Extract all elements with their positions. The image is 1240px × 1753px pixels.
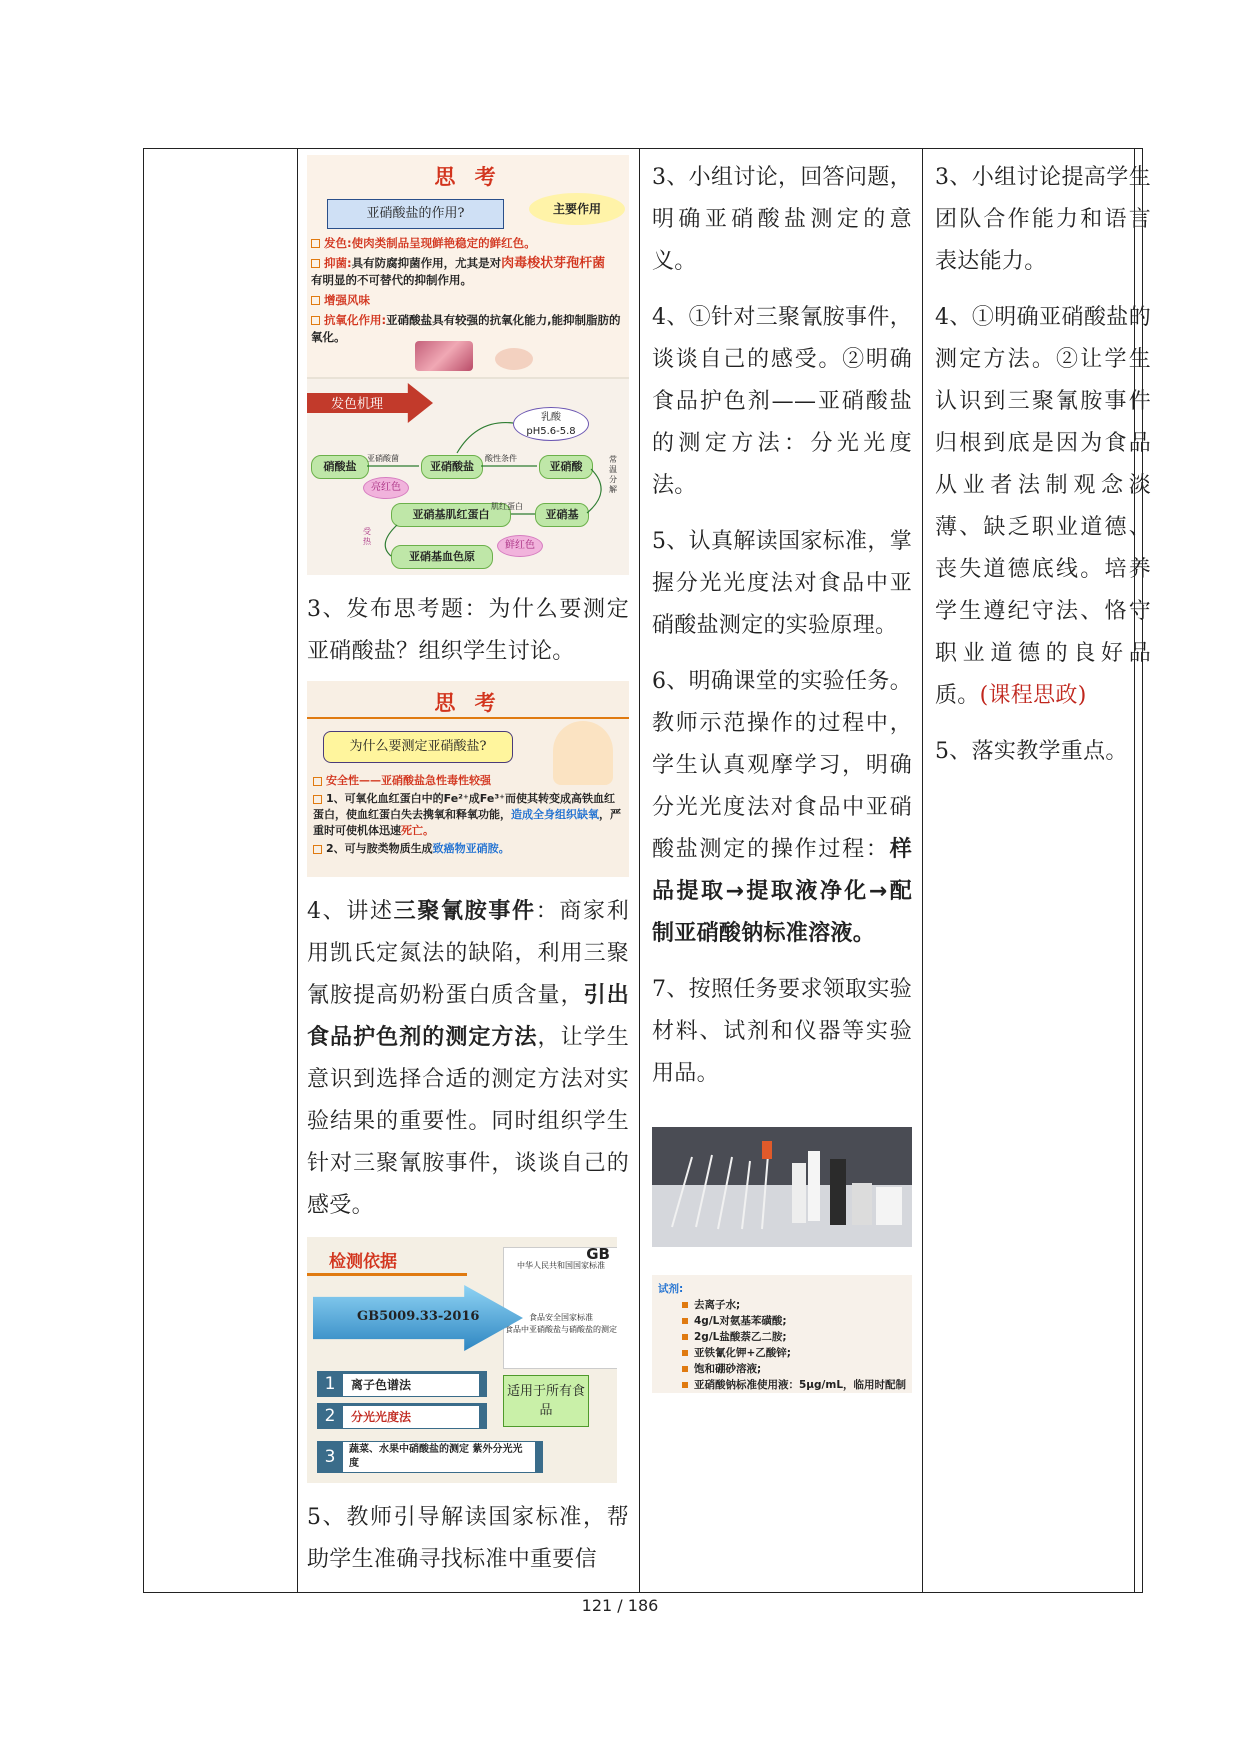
slide-title: 思 考	[434, 690, 502, 715]
node-nitroso-hemochrome: 亚硝基血色原	[391, 545, 493, 569]
meat-image	[415, 341, 473, 371]
sausage-image	[495, 348, 533, 370]
side-label: 常温分解	[609, 455, 617, 494]
lab-equipment-photo	[652, 1127, 912, 1247]
student-step-3: 3、小组讨论，回答问题，明确亚硝酸盐测定的意义。	[652, 165, 912, 274]
list-item: 饱和硼砂溶液;	[682, 1361, 908, 1377]
question-box: 为什么要测定亚硝酸盐?	[323, 731, 513, 763]
edge-label: 亚硝酸菌	[367, 454, 399, 463]
list-item: 2g/L盐酸萘乙二胺;	[682, 1329, 908, 1345]
design-intent-column	[923, 149, 1159, 1592]
student-step-4: 4、①针对三聚氰胺事件，谈谈自己的感受。②明确食品护色剂——亚硝酸盐的测定方法：分光光度法。	[652, 305, 912, 498]
standard-code: GB5009.33-2016	[357, 1309, 480, 1324]
title-rule	[307, 1273, 467, 1276]
student-activity-column	[640, 149, 922, 1592]
node-nitrite: 亚硝酸盐	[421, 455, 483, 479]
paragraph-4: 4、讲述三聚氰胺事件：商家利用凯氏定氮法的缺陷，利用三聚氰胺提高奶粉蛋白质含量，引出食品护色剂的测定方法，让学生意识到选择合适的测定方法对实验结果的重要性。同时组织学生针对三聚氰胺事件，谈谈自己的感受。	[307, 899, 629, 1218]
paragraph-3: 3、发布思考题：为什么要测定亚硝酸盐？组织学生讨论。	[307, 597, 629, 664]
edge-label: 受热	[363, 527, 371, 546]
list-item: 抗氧化作用:亚硝酸盐具有较强的抗氧化能力,能抑制脂肪的氧化。	[311, 313, 621, 344]
slide-why-measure	[307, 681, 629, 877]
node-nitroso-myoglobin: 亚硝基肌红蛋白	[391, 503, 511, 527]
applicability-note: 适用于所有食品	[503, 1375, 589, 1427]
node-nitrate: 硝酸盐	[311, 455, 369, 479]
method-row: 2 分光光度法	[317, 1403, 487, 1429]
intent-5: 5、落实教学重点。	[935, 739, 1128, 764]
list-item: 2、可与胺类物质生成致癌物亚硝胺。	[313, 841, 623, 857]
node-nitroso: 亚硝基	[535, 503, 589, 527]
student-step-7: 7、按照任务要求领取实验材料、试剂和仪器等实验用品。	[652, 977, 912, 1086]
method-row: 3 蔬菜、水果中硝酸盐的测定 紫外分光光度	[317, 1441, 543, 1473]
page-number: 121 / 186	[581, 1596, 659, 1615]
list-item: 安全性——亚硝酸盐急性毒性较强	[313, 773, 623, 789]
node-nitrous-acid: 亚硝酸	[539, 455, 593, 479]
main-role-badge: 主要作用	[529, 193, 625, 225]
mechanism-label: 发色机理	[331, 397, 384, 412]
student-step-5: 5、认真解读国家标准，掌握分光光度法对食品中亚硝酸盐测定的实验原理。	[652, 529, 912, 638]
slide-detection-basis	[307, 1237, 617, 1483]
bright-red-pill: 亮红色	[363, 477, 409, 499]
slide-title: 检测依据	[329, 1252, 397, 1272]
lactic-acid-bubble: 乳酸 pH5.6-5.8	[513, 407, 589, 441]
teacher-activity-column	[297, 149, 639, 1592]
intent-3: 3、小组讨论提高学生团队合作能力和语言表达能力。	[935, 165, 1151, 274]
list-item: 4g/L对氨基苯磺酸;	[682, 1313, 908, 1329]
slide-nitrite-function	[307, 155, 629, 379]
paragraph-5: 5、教师引导解读国家标准，帮助学生准确寻找标准中重要信	[307, 1505, 629, 1572]
fresh-red-pill: 鲜红色	[497, 535, 543, 557]
method-row: 1 离子色谱法	[317, 1371, 487, 1397]
edge-label: 酸性条件	[485, 454, 517, 463]
list-item: 去离子水;	[682, 1297, 908, 1313]
mechanism-arrows	[307, 379, 629, 575]
student-step-6: 6、明确课堂的实验任务。教师示范操作的过程中，学生认真观摩学习，明确分光光度法对食品中亚硝酸盐测定的操作过程：样品提取→提取液净化→配制亚硝酸钠标准溶液。	[652, 669, 912, 946]
list-item: 1、可氧化血红蛋白中的Fe²⁺成Fe³⁺而使其转变成高铁血红蛋白，使血红蛋白失去携氧和释氧功能，造成全身组织缺氧，严重时可使机体迅速死亡。	[313, 792, 621, 837]
list-item: 抑菌:具有防腐抑菌作用，尤其是对肉毒梭状芽孢杆菌 有明显的不可替代的抑制作用。	[311, 256, 606, 287]
edge-label: 肌红蛋白	[491, 502, 523, 511]
gb-standard-cover: GB 中华人民共和国国家标准 食品安全国家标准 食品中亚硝酸盐与硝酸盐的测定	[503, 1247, 617, 1369]
list-item: 亚铁氰化钾+乙酸锌;	[682, 1345, 908, 1361]
slide-color-mechanism	[307, 379, 629, 575]
intent-4: 4、①明确亚硝酸盐的测定方法。②让学生认识到三聚氰胺事件归根到底是因为食品从业者法制观念淡薄、缺乏职业道德、丧失道德底线。培养学生遵纪守法、恪守职业道德的良好品质。(课程思政)	[935, 305, 1151, 708]
lesson-table	[143, 148, 1151, 1593]
list-item: 亚硝酸钠标准使用液：5μg/mL，临用时配制	[682, 1377, 908, 1393]
reagent-list-slide	[652, 1275, 912, 1393]
list-item: 增强风味	[311, 292, 625, 309]
slide-title: 思 考	[434, 164, 502, 189]
reagent-title: 试剂:	[658, 1283, 684, 1295]
list-item: 发色:使肉类制品呈现鲜艳稳定的鲜红色。	[311, 235, 625, 252]
glassware-image	[652, 1127, 912, 1247]
title-rule	[307, 717, 629, 719]
question-box: 亚硝酸盐的作用?	[327, 199, 504, 229]
